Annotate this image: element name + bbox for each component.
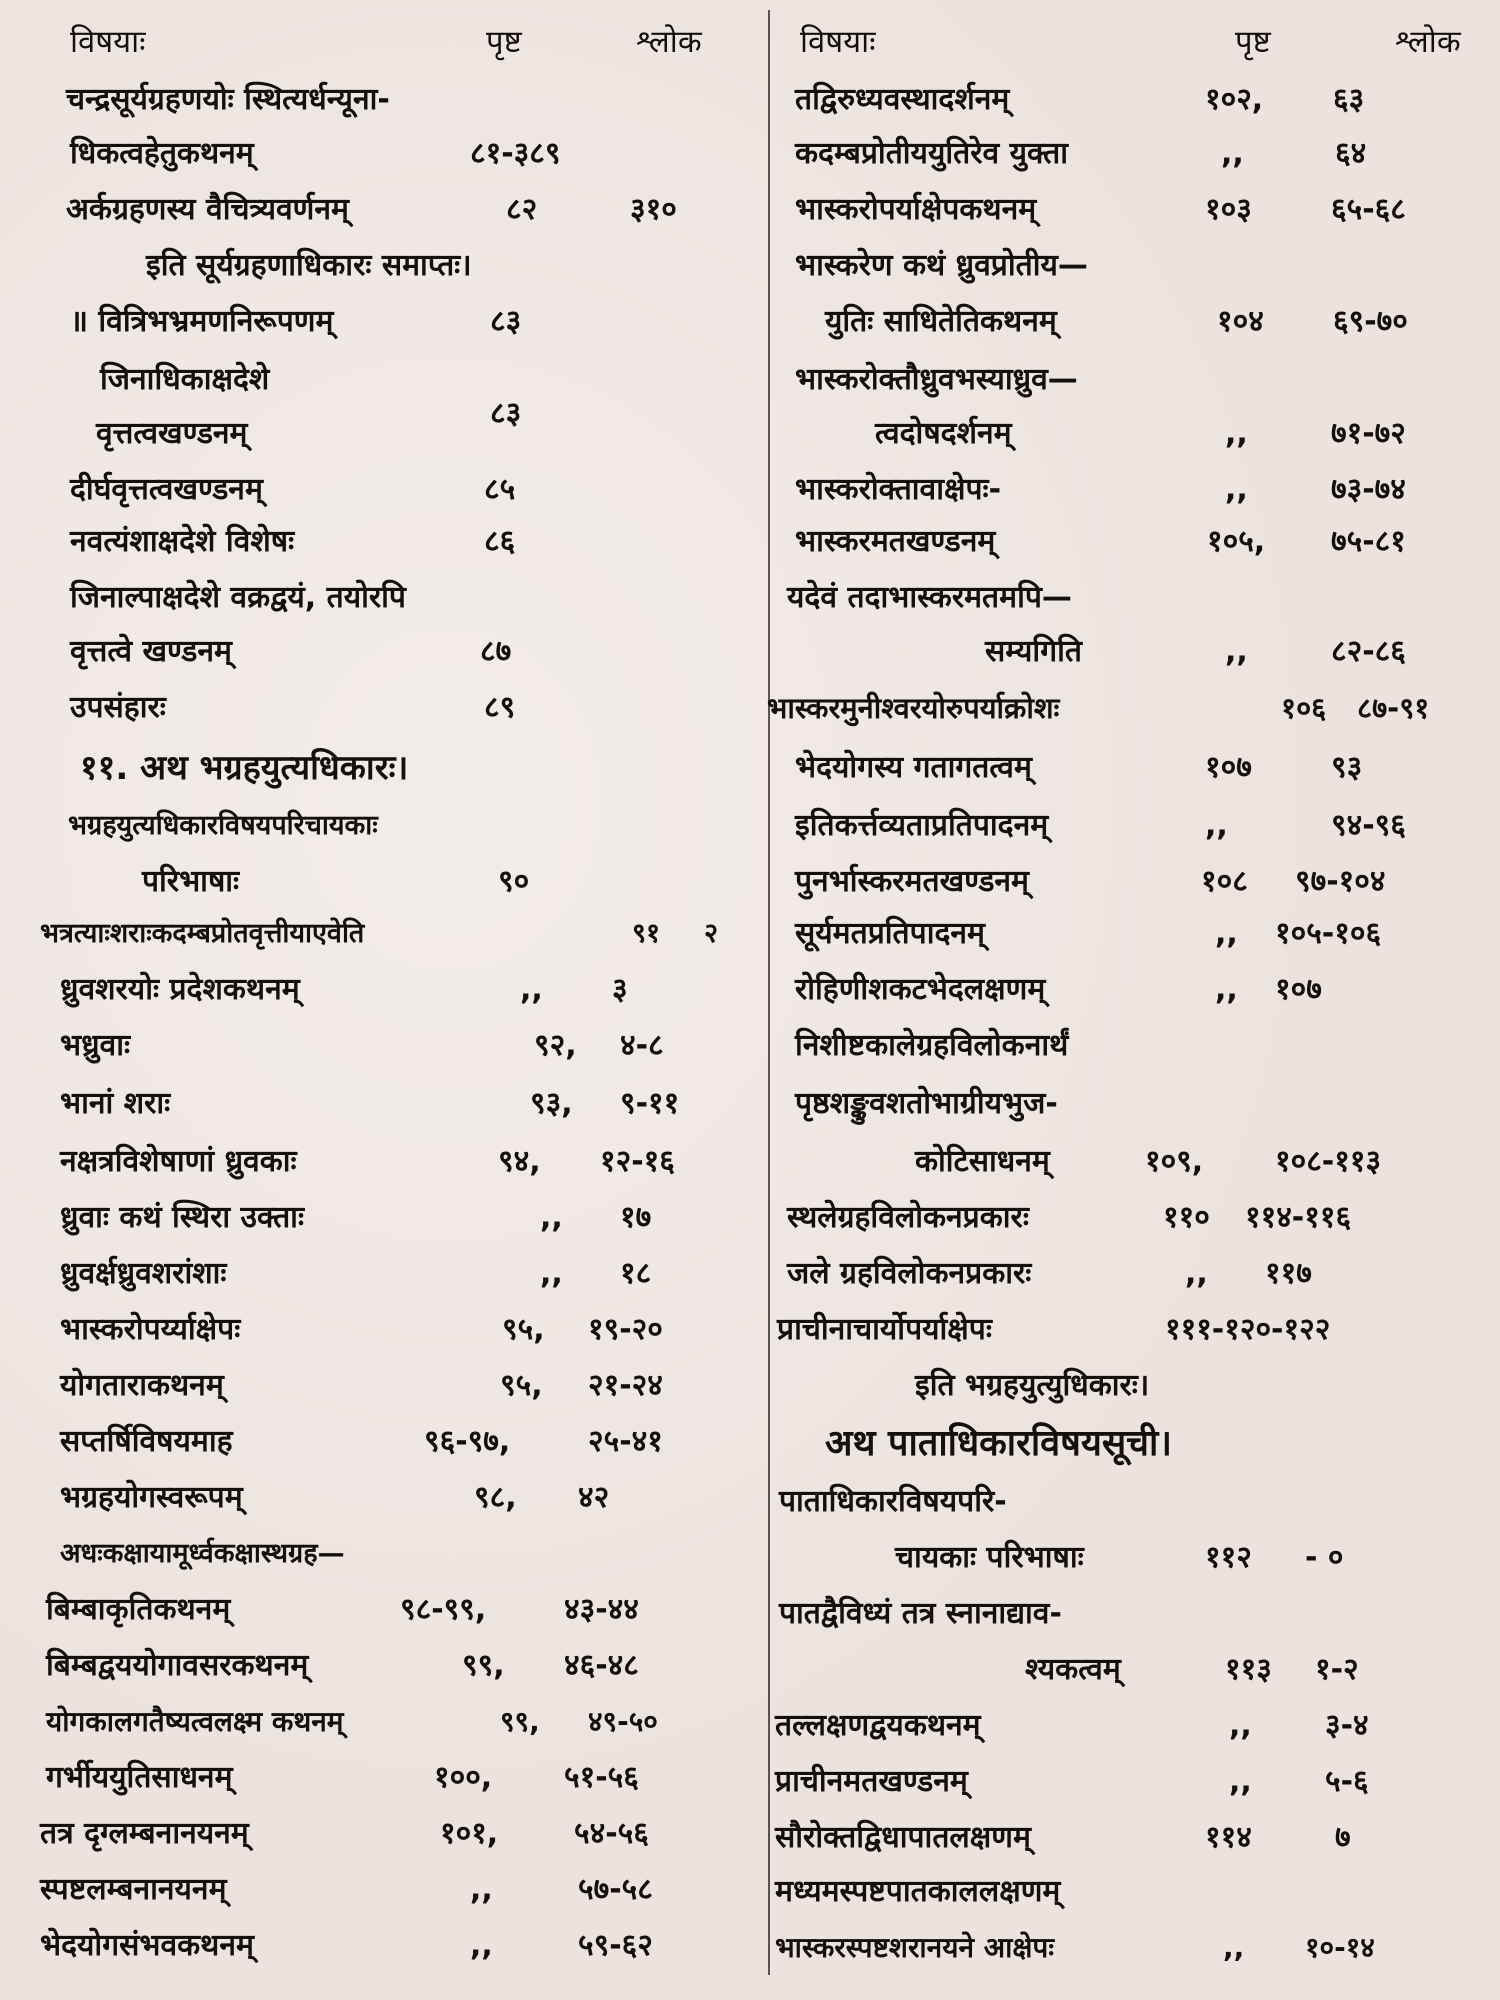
entry-shloka: ४-८ bbox=[620, 1028, 664, 1063]
entry-shloka: १-२ bbox=[1315, 1652, 1359, 1687]
toc-entry bbox=[0, 1020, 765, 1072]
entry-shloka: ८२-८६ bbox=[1331, 634, 1406, 669]
toc-entry bbox=[0, 1304, 765, 1356]
entry-page: ९९, bbox=[462, 1648, 505, 1683]
entry-shloka: ६५-६८ bbox=[1331, 192, 1406, 227]
toc-entry bbox=[0, 856, 765, 908]
entry-page: ८१-३८९ bbox=[470, 136, 561, 171]
entry-page: ९५, bbox=[500, 1368, 543, 1403]
entry-shloka: १०-१४ bbox=[1305, 1931, 1375, 1964]
entry-text: चायकाः परिभाषाः bbox=[895, 1540, 1084, 1575]
entry-text: भास्करमतखण्डनम् bbox=[795, 524, 996, 559]
entry-page: ८३ bbox=[490, 396, 522, 431]
entry-shloka: ४३-४४ bbox=[564, 1592, 639, 1627]
entry-text: भास्करोपर्याक्षेपकथनम् bbox=[795, 192, 1037, 227]
entry-shloka: - ० bbox=[1305, 1540, 1344, 1575]
entry-shloka: ९४-९६ bbox=[1331, 808, 1406, 843]
toc-entry bbox=[0, 1416, 765, 1468]
entry-text: इति सूर्यग्रहणाधिकारः समाप्तः। bbox=[146, 248, 472, 283]
entry-page: ९८-९९, bbox=[400, 1592, 487, 1627]
section-end bbox=[0, 240, 765, 292]
entry-text: जले ग्रहविलोकनप्रकारः bbox=[787, 1256, 1032, 1291]
entry-text: सूर्यमतप्रतिपादनम् bbox=[795, 916, 985, 951]
entry-shloka: ४९-५० bbox=[588, 1705, 658, 1738]
entry-shloka: ६३ bbox=[1333, 82, 1365, 117]
entry-text: कदम्बप्रोतीययुतिरेव युक्ता bbox=[795, 136, 1068, 171]
entry-text: भास्करोक्तावाक्षेपः- bbox=[795, 472, 1002, 507]
entry-page: ,, bbox=[470, 1928, 493, 1963]
entry-text: यदेवं तदाभास्करमतमपि— bbox=[787, 580, 1072, 615]
toc-entry bbox=[0, 1192, 765, 1244]
entry-text: भत्रत्याःशराःकदम्बप्रोतवृत्तीयाएवेति bbox=[40, 918, 365, 949]
toc-entry bbox=[765, 1532, 1500, 1584]
entry-shloka: १२-१६ bbox=[600, 1144, 675, 1179]
entry-shloka: ६९-७० bbox=[1333, 304, 1408, 339]
entry-text: उपसंहारः bbox=[70, 690, 166, 725]
toc-entry bbox=[765, 856, 1500, 908]
left-header bbox=[0, 16, 765, 68]
right-column bbox=[765, 0, 1500, 2000]
entry-text: वृत्तत्वखण्डनम् bbox=[96, 416, 248, 451]
entry-page: ११३ bbox=[1225, 1652, 1272, 1687]
toc-entry bbox=[765, 1192, 1500, 1244]
entry-text: श्यकत्वम् bbox=[1025, 1652, 1121, 1687]
entry-text: जिनाधिकाक्षदेशे bbox=[100, 362, 270, 397]
entry-text: बिम्बद्वययोगावसरकथनम् bbox=[46, 1648, 309, 1683]
entry-text: भास्करस्पष्टशरानयने आक्षेपः bbox=[775, 1931, 1054, 1964]
entry-shloka: १९-२० bbox=[588, 1312, 663, 1347]
toc-entry bbox=[765, 1866, 1500, 1918]
entry-page: ,, bbox=[1225, 634, 1248, 669]
entry-page: ,, bbox=[1215, 916, 1238, 951]
toc-entry bbox=[0, 1472, 765, 1524]
toc-entry bbox=[765, 184, 1500, 236]
entry-page: १०४ bbox=[1217, 304, 1264, 339]
entry-shloka: ७१-७२ bbox=[1331, 416, 1406, 451]
toc-entry bbox=[765, 1248, 1500, 1300]
entry-text: भास्करोक्तौध्रुवभस्याध्रुव— bbox=[795, 362, 1078, 397]
entry-text: तत्र दृग्लम्बनानयनम् bbox=[40, 1816, 249, 1851]
toc-entry bbox=[0, 1584, 765, 1636]
toc-entry bbox=[765, 1644, 1500, 1696]
toc-entry bbox=[765, 240, 1500, 292]
toc-entry bbox=[765, 1588, 1500, 1640]
entry-shloka: १०८-११३ bbox=[1275, 1144, 1382, 1179]
header-subject: विषयाः bbox=[800, 24, 876, 60]
toc-entry bbox=[765, 742, 1500, 794]
entry-shloka: ४६-४८ bbox=[564, 1648, 639, 1683]
entry-text: भेदयोगस्य गतागतत्वम् bbox=[795, 750, 1032, 785]
entry-text: तद्विरुध्यवस्थादर्शनम् bbox=[795, 82, 1010, 117]
toc-entry bbox=[765, 128, 1500, 180]
entry-page: ९२, bbox=[534, 1028, 577, 1063]
header-subject: विषयाः bbox=[70, 24, 146, 60]
entry-text: स्थलेग्रहविलोकनप्रकारः bbox=[787, 1200, 1029, 1235]
entry-shloka: ६४ bbox=[1335, 136, 1367, 171]
entry-page: ८६ bbox=[484, 524, 516, 559]
entry-page: १०७ bbox=[1205, 750, 1252, 785]
entry-text: चन्द्रसूर्यग्रहणयोः स्थित्यर्धन्यूना- bbox=[66, 82, 390, 117]
entry-page: ९३, bbox=[530, 1086, 573, 1121]
toc-entry bbox=[0, 1808, 765, 1860]
right-header bbox=[765, 16, 1500, 68]
toc-entry bbox=[0, 1360, 765, 1412]
entry-text: भध्रुवाः bbox=[60, 1028, 131, 1063]
toc-entry bbox=[0, 572, 765, 624]
toc-entry bbox=[0, 74, 765, 126]
entry-shloka: १०७ bbox=[1275, 972, 1322, 1007]
toc-entry bbox=[0, 396, 765, 460]
entry-text: कोटिसाधनम् bbox=[915, 1144, 1050, 1179]
toc-entry bbox=[765, 516, 1500, 568]
header-page: पृष्ट bbox=[486, 24, 522, 60]
toc-entry bbox=[765, 1922, 1500, 1974]
entry-shloka: ७५-८१ bbox=[1331, 524, 1406, 559]
entry-page: ,, bbox=[1221, 136, 1244, 171]
toc-entry bbox=[0, 128, 765, 180]
entry-page: ,, bbox=[540, 1200, 563, 1235]
entry-text: भास्करमुनीश्वरयोरुपर्याक्रोशः bbox=[767, 691, 1060, 725]
section-heading bbox=[765, 1418, 1500, 1470]
entry-text: पृष्ठशङ्कुवशतोभाग्रीयभुज- bbox=[795, 1086, 1058, 1121]
entry-page: ९८, bbox=[474, 1480, 517, 1515]
entry-page: ,, bbox=[1215, 972, 1238, 1007]
entry-shloka: ५७-५८ bbox=[578, 1872, 653, 1907]
entry-text: स्पष्टलम्बनानयनम् bbox=[40, 1872, 227, 1907]
toc-entry bbox=[765, 682, 1500, 734]
entry-text: भग्रहयुत्यधिकारविषयपरिचायकाः bbox=[68, 810, 378, 841]
entry-page: ८७ bbox=[480, 634, 512, 669]
toc-entry bbox=[0, 1640, 765, 1692]
entry-text: योगकालगतैष्यत्वलक्ष्म कथनम् bbox=[46, 1705, 344, 1738]
entry-text: सप्तर्षिविषयमाह bbox=[60, 1424, 233, 1459]
entry-shloka: ९७-१०४ bbox=[1295, 864, 1386, 899]
entry-page: ,, bbox=[470, 1872, 493, 1907]
section-end bbox=[765, 1360, 1500, 1412]
entry-page: १०८ bbox=[1201, 864, 1248, 899]
entry-text: अथ पाताधिकारविषयसूची। bbox=[825, 1423, 1173, 1464]
entry-shloka: ७ bbox=[1335, 1820, 1351, 1855]
section-heading bbox=[0, 742, 765, 794]
entry-text: दीर्घवृत्तत्वखण्डनम् bbox=[70, 472, 263, 507]
entry-page: ,, bbox=[1225, 472, 1248, 507]
toc-entry bbox=[765, 572, 1500, 624]
entry-shloka: ११७ bbox=[1265, 1256, 1312, 1291]
toc-entry bbox=[765, 626, 1500, 678]
entry-text: इति भग्रहयुत्युधिकारः। bbox=[915, 1368, 1150, 1403]
entry-text: प्राचीनमतखण्डनम् bbox=[775, 1764, 968, 1799]
toc-entry bbox=[0, 1136, 765, 1188]
entry-text: नवत्यंशाक्षदेशे विशेषः bbox=[70, 524, 295, 559]
toc-entry bbox=[0, 1752, 765, 1804]
entry-page: १०१, bbox=[440, 1816, 499, 1851]
toc-entry bbox=[765, 74, 1500, 126]
toc-entry bbox=[765, 464, 1500, 516]
entry-page: १११-१२०-१२२ bbox=[1165, 1312, 1331, 1347]
entry-text: पाताधिकारविषयपरि- bbox=[779, 1484, 1007, 1519]
toc-entry bbox=[0, 800, 765, 852]
entry-text: ध्रुवर्क्षध्रुवशरांशाः bbox=[60, 1256, 227, 1291]
toc-entry bbox=[0, 296, 765, 348]
entry-page: ९० bbox=[498, 864, 530, 899]
entry-shloka: ५-६ bbox=[1325, 1764, 1369, 1799]
entry-page: ,, bbox=[1229, 1708, 1252, 1743]
entry-page: ९४, bbox=[498, 1144, 541, 1179]
entry-text: ॥ वित्रिभभ्रमणनिरूपणम् bbox=[70, 304, 334, 339]
entry-text: अर्कग्रहणस्य वैचित्र्यवर्णनम् bbox=[66, 192, 349, 227]
entry-page: ,, bbox=[520, 972, 543, 1007]
toc-entry bbox=[0, 964, 765, 1016]
entry-page: १०३ bbox=[1205, 192, 1252, 227]
toc-entry bbox=[0, 1864, 765, 1916]
entry-text: ध्रुवाः कथं स्थिरा उक्ताः bbox=[60, 1200, 305, 1235]
entry-text: युतिः साधितेतिकथनम् bbox=[825, 304, 1057, 339]
toc-entry bbox=[765, 1756, 1500, 1808]
entry-page: १०२, bbox=[1205, 82, 1264, 117]
entry-text: भेदयोगसंभवकथनम् bbox=[40, 1928, 254, 1963]
toc-entry bbox=[765, 1078, 1500, 1130]
toc-entry bbox=[0, 1920, 765, 1972]
entry-page: ९१ bbox=[632, 918, 661, 949]
toc-entry bbox=[0, 908, 765, 960]
entry-text: सम्यगिति bbox=[985, 634, 1082, 669]
toc-entry bbox=[0, 1078, 765, 1130]
toc-entry bbox=[765, 800, 1500, 852]
entry-text: त्वदोषदर्शनम् bbox=[875, 416, 1012, 451]
entry-page: १००, bbox=[434, 1760, 493, 1795]
entry-page: १०९, bbox=[1145, 1144, 1204, 1179]
entry-page: ११४ bbox=[1205, 1820, 1252, 1855]
toc-entry bbox=[0, 516, 765, 568]
toc-entry bbox=[0, 354, 765, 406]
entry-shloka: १७ bbox=[620, 1200, 652, 1235]
toc-entry bbox=[765, 1020, 1500, 1072]
toc-entry bbox=[765, 964, 1500, 1016]
entry-shloka: ३१० bbox=[630, 192, 677, 227]
entry-page: ८३ bbox=[490, 304, 522, 339]
entry-text: प्राचीनाचार्योपर्याक्षेपः bbox=[777, 1312, 992, 1347]
entry-shloka: २१-२४ bbox=[588, 1368, 663, 1403]
entry-shloka: ११४-११६ bbox=[1245, 1200, 1352, 1235]
toc-entry bbox=[0, 626, 765, 678]
entry-text: ध्रुवशरयोः प्रदेशकथनम् bbox=[60, 972, 300, 1007]
entry-shloka: ५४-५६ bbox=[574, 1816, 649, 1851]
entry-text: भानां शराः bbox=[60, 1086, 171, 1121]
toc-entry bbox=[765, 1700, 1500, 1752]
entry-page: ८५ bbox=[484, 472, 516, 507]
entry-page: ९५, bbox=[502, 1312, 545, 1347]
entry-shloka: ५१-५६ bbox=[564, 1760, 639, 1795]
toc-entry bbox=[0, 464, 765, 516]
toc-entry bbox=[0, 184, 765, 236]
entry-page: ,, bbox=[540, 1256, 563, 1291]
entry-page: ११२ bbox=[1205, 1540, 1252, 1575]
entry-page: ८२ bbox=[506, 192, 538, 227]
entry-shloka: २५-४१ bbox=[588, 1424, 663, 1459]
entry-text: धिकत्वहेतुकथनम् bbox=[70, 136, 254, 171]
toc-entry bbox=[765, 1304, 1500, 1356]
entry-shloka: १०५-१०६ bbox=[1275, 916, 1382, 951]
toc-entry bbox=[0, 1696, 765, 1748]
entry-text: पातद्वैविध्यं तत्र स्नानाद्याव- bbox=[779, 1596, 1062, 1631]
entry-shloka: ४२ bbox=[578, 1480, 610, 1515]
entry-text: इतिकर्त्तव्यताप्रतिपादनम् bbox=[795, 808, 1049, 843]
entry-shloka: ५९-६२ bbox=[578, 1928, 653, 1963]
toc-entry bbox=[0, 1248, 765, 1300]
toc-entry bbox=[765, 908, 1500, 960]
entry-shloka: ३-४ bbox=[1325, 1708, 1369, 1743]
entry-page: ११० bbox=[1163, 1200, 1210, 1235]
entry-text: वृत्तत्वे खण्डनम् bbox=[70, 634, 232, 669]
entry-shloka: २ bbox=[704, 918, 719, 949]
entry-shloka: १८ bbox=[620, 1256, 652, 1291]
entry-text: योगताराकथनम् bbox=[60, 1368, 224, 1403]
entry-text: मध्यमस्पष्टपातकाललक्षणम् bbox=[775, 1874, 1061, 1909]
entry-shloka: ८७-९१ bbox=[1357, 691, 1430, 725]
toc-entry bbox=[765, 354, 1500, 406]
entry-page: ९६-९७, bbox=[424, 1424, 511, 1459]
toc-entry bbox=[765, 296, 1500, 348]
entry-shloka: ७३-७४ bbox=[1331, 472, 1406, 507]
entry-text: निशीष्टकालेग्रहविलोकनार्थं bbox=[795, 1028, 1069, 1063]
entry-text: भास्करोपर्य्याक्षेपः bbox=[60, 1312, 241, 1347]
entry-shloka: ९३ bbox=[1331, 750, 1363, 785]
header-shloka: श्लोक bbox=[636, 24, 702, 60]
entry-text: भग्रहयोगस्वरूपम् bbox=[60, 1480, 243, 1515]
header-shloka: श्लोक bbox=[1395, 24, 1461, 60]
entry-page: १०५, bbox=[1207, 524, 1266, 559]
toc-entry bbox=[765, 1812, 1500, 1864]
entry-page: १०६ bbox=[1281, 691, 1327, 725]
entry-page: ८९ bbox=[484, 690, 516, 725]
entry-text: नक्षत्रविशेषाणां ध्रुवकाः bbox=[60, 1144, 297, 1179]
entry-text: बिम्बाकृतिकथनम् bbox=[46, 1592, 231, 1627]
toc-entry bbox=[0, 1528, 765, 1580]
entry-page: ,, bbox=[1223, 1931, 1245, 1964]
entry-text: भास्करेण कथं ध्रुवप्रोतीय— bbox=[795, 248, 1088, 283]
entry-text: जिनाल्पाक्षदेशे वक्रद्वयं, तयोरपि bbox=[70, 580, 406, 615]
entry-page: ,, bbox=[1229, 1764, 1252, 1799]
entry-page: ,, bbox=[1225, 416, 1248, 451]
entry-text: रोहिणीशकटभेदलक्षणम् bbox=[795, 972, 1046, 1007]
entry-page: ,, bbox=[1205, 808, 1228, 843]
entry-text: तल्लक्षणद्वयकथनम् bbox=[775, 1708, 981, 1743]
entry-text: सौरोक्तद्विधापातलक्षणम् bbox=[775, 1820, 1031, 1855]
entry-text: अधःकक्षायामूर्ध्वकक्षास्थग्रह— bbox=[60, 1538, 345, 1569]
entry-text: पुनर्भास्करमतखण्डनम् bbox=[795, 864, 1029, 899]
entry-shloka: ९-११ bbox=[620, 1086, 680, 1121]
toc-entry bbox=[765, 1136, 1500, 1188]
entry-page: ९९, bbox=[500, 1705, 540, 1738]
toc-entry bbox=[765, 1476, 1500, 1528]
toc-entry bbox=[765, 408, 1500, 460]
entry-text: गर्भीययुतिसाधनम् bbox=[46, 1760, 233, 1795]
entry-text: ११. अथ भग्रहयुत्यधिकारः। bbox=[80, 748, 409, 788]
entry-page: ,, bbox=[1185, 1256, 1208, 1291]
entry-shloka: ३ bbox=[612, 972, 628, 1007]
header-page: पृष्ट bbox=[1235, 24, 1271, 60]
toc-entry bbox=[0, 682, 765, 734]
entry-text: परिभाषाः bbox=[142, 864, 240, 899]
